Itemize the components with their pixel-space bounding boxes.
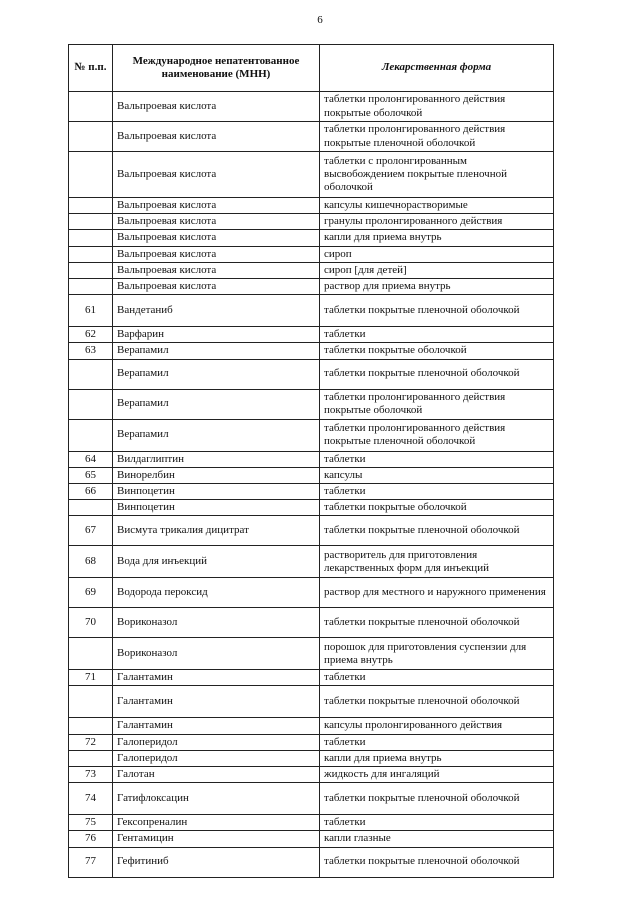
cell-form: таблетки покрытые пленочной оболочкой [320,783,554,815]
cell-inn: Вальпроевая кислота [113,122,320,152]
cell-num [69,122,113,152]
table-row [69,389,554,419]
cell-num [69,214,113,230]
cell-form: порошок для приготовления суспензии для приема внутрь [320,638,554,670]
table-row [69,767,554,783]
cell-inn: Варфарин [113,327,320,343]
cell-form: таблетки [320,483,554,499]
table-row [69,327,554,343]
cell-num: 75 [69,815,113,831]
cell-num [69,718,113,734]
table-row [69,483,554,499]
cell-form: раствор для местного и наружного применения [320,578,554,608]
cell-form: капли глазные [320,831,554,847]
cell-form: таблетки покрытые пленочной оболочкой [320,359,554,389]
table-row [69,815,554,831]
cell-inn: Верапамил [113,419,320,451]
cell-inn: Галантамин [113,686,320,718]
cell-inn: Вальпроевая кислота [113,230,320,246]
cell-num [69,750,113,766]
cell-num: 62 [69,327,113,343]
cell-num [69,230,113,246]
header-num: № п.п. [69,45,113,92]
cell-inn: Гефитиниб [113,847,320,877]
cell-inn: Вальпроевая кислота [113,152,320,198]
cell-inn: Винпоцетин [113,483,320,499]
cell-num [69,246,113,262]
cell-form: капли для приема внутрь [320,750,554,766]
cell-num: 67 [69,516,113,546]
table-row [69,783,554,815]
cell-inn: Верапамил [113,359,320,389]
table-row [69,546,554,578]
table-row [69,230,554,246]
cell-inn: Вальпроевая кислота [113,262,320,278]
table-row [69,343,554,359]
cell-num [69,686,113,718]
cell-num: 70 [69,608,113,638]
cell-form: таблетки [320,670,554,686]
cell-inn: Водорода пероксид [113,578,320,608]
table-row [69,670,554,686]
cell-inn: Вилдаглиптин [113,451,320,467]
cell-num [69,419,113,451]
table-header-row [69,45,554,92]
cell-form: таблетки [320,815,554,831]
table-body [69,92,554,878]
cell-form: таблетки пролонгированного действия покрытые оболочкой [320,92,554,122]
cell-num [69,278,113,294]
header-inn: Международное непатентованное наименование (МНН) [113,45,320,92]
cell-inn: Висмута трикалия дицитрат [113,516,320,546]
table-row [69,246,554,262]
cell-form: таблетки покрытые пленочной оболочкой [320,847,554,877]
cell-form: таблетки покрытые оболочкой [320,343,554,359]
cell-num: 64 [69,451,113,467]
table-row [69,500,554,516]
cell-inn: Галантамин [113,670,320,686]
table-row [69,419,554,451]
cell-form: таблетки [320,451,554,467]
table-row [69,686,554,718]
cell-num [69,92,113,122]
cell-inn: Гентамицин [113,831,320,847]
cell-form: капли для приема внутрь [320,230,554,246]
cell-inn: Вальпроевая кислота [113,278,320,294]
cell-form: капсулы пролонгированного действия [320,718,554,734]
cell-inn: Вандетаниб [113,295,320,327]
table-row [69,638,554,670]
cell-num: 63 [69,343,113,359]
cell-form: таблетки пролонгированного действия покрытые пленочной оболочкой [320,419,554,451]
table-row [69,608,554,638]
table-row [69,198,554,214]
cell-num: 76 [69,831,113,847]
cell-form: сироп [для детей] [320,262,554,278]
cell-num: 71 [69,670,113,686]
cell-num: 66 [69,483,113,499]
cell-inn: Верапамил [113,389,320,419]
cell-num [69,389,113,419]
cell-form: жидкость для ингаляций [320,767,554,783]
cell-form: сироп [320,246,554,262]
table-row [69,278,554,294]
cell-inn: Вальпроевая кислота [113,214,320,230]
cell-num [69,638,113,670]
cell-inn: Винпоцетин [113,500,320,516]
cell-form: таблетки покрытые пленочной оболочкой [320,516,554,546]
cell-num: 61 [69,295,113,327]
cell-inn: Вальпроевая кислота [113,92,320,122]
cell-inn: Гексопреналин [113,815,320,831]
table-row [69,734,554,750]
cell-form: таблетки [320,327,554,343]
cell-form: капсулы [320,467,554,483]
cell-form: таблетки пролонгированного действия покрытые пленочной оболочкой [320,122,554,152]
table-row [69,750,554,766]
cell-num [69,359,113,389]
cell-num: 73 [69,767,113,783]
cell-num [69,262,113,278]
cell-inn: Вальпроевая кислота [113,246,320,262]
cell-form: таблетки [320,734,554,750]
cell-inn: Галоперидол [113,734,320,750]
cell-form: раствор для приема внутрь [320,278,554,294]
table-row [69,467,554,483]
cell-inn: Вориконазол [113,608,320,638]
cell-form: капсулы кишечнорастворимые [320,198,554,214]
table-row [69,122,554,152]
cell-num: 72 [69,734,113,750]
cell-form: растворитель для приготовления лекарственных форм для инъекций [320,546,554,578]
cell-num: 68 [69,546,113,578]
cell-inn: Гатифлоксацин [113,783,320,815]
table-row [69,92,554,122]
cell-num: 65 [69,467,113,483]
table-row [69,578,554,608]
cell-inn: Винорелбин [113,467,320,483]
cell-form: таблетки пролонгированного действия покрытые оболочкой [320,389,554,419]
cell-num [69,198,113,214]
table-row [69,359,554,389]
table-row [69,451,554,467]
table-row [69,214,554,230]
table-row [69,831,554,847]
cell-form: таблетки покрытые пленочной оболочкой [320,608,554,638]
cell-form: таблетки покрытые оболочкой [320,500,554,516]
cell-inn: Вода для инъекций [113,546,320,578]
cell-num: 69 [69,578,113,608]
medicines-table [68,44,554,878]
cell-form: таблетки с пролонгированным высвобождением покрытые пленочной оболочкой [320,152,554,198]
header-form: Лекарственная форма [320,45,554,92]
table-row [69,262,554,278]
cell-inn: Вориконазол [113,638,320,670]
cell-inn: Галоперидол [113,750,320,766]
cell-num: 77 [69,847,113,877]
table-row [69,718,554,734]
cell-inn: Вальпроевая кислота [113,198,320,214]
cell-num [69,152,113,198]
cell-inn: Галотан [113,767,320,783]
table-row [69,152,554,198]
cell-form: таблетки покрытые пленочной оболочкой [320,686,554,718]
table-row [69,295,554,327]
cell-inn: Верапамил [113,343,320,359]
cell-inn: Галантамин [113,718,320,734]
table-row [69,516,554,546]
cell-num: 74 [69,783,113,815]
cell-num [69,500,113,516]
cell-form: таблетки покрытые пленочной оболочкой [320,295,554,327]
table-row [69,847,554,877]
cell-form: гранулы пролонгированного действия [320,214,554,230]
page-number: 6 [317,14,323,26]
